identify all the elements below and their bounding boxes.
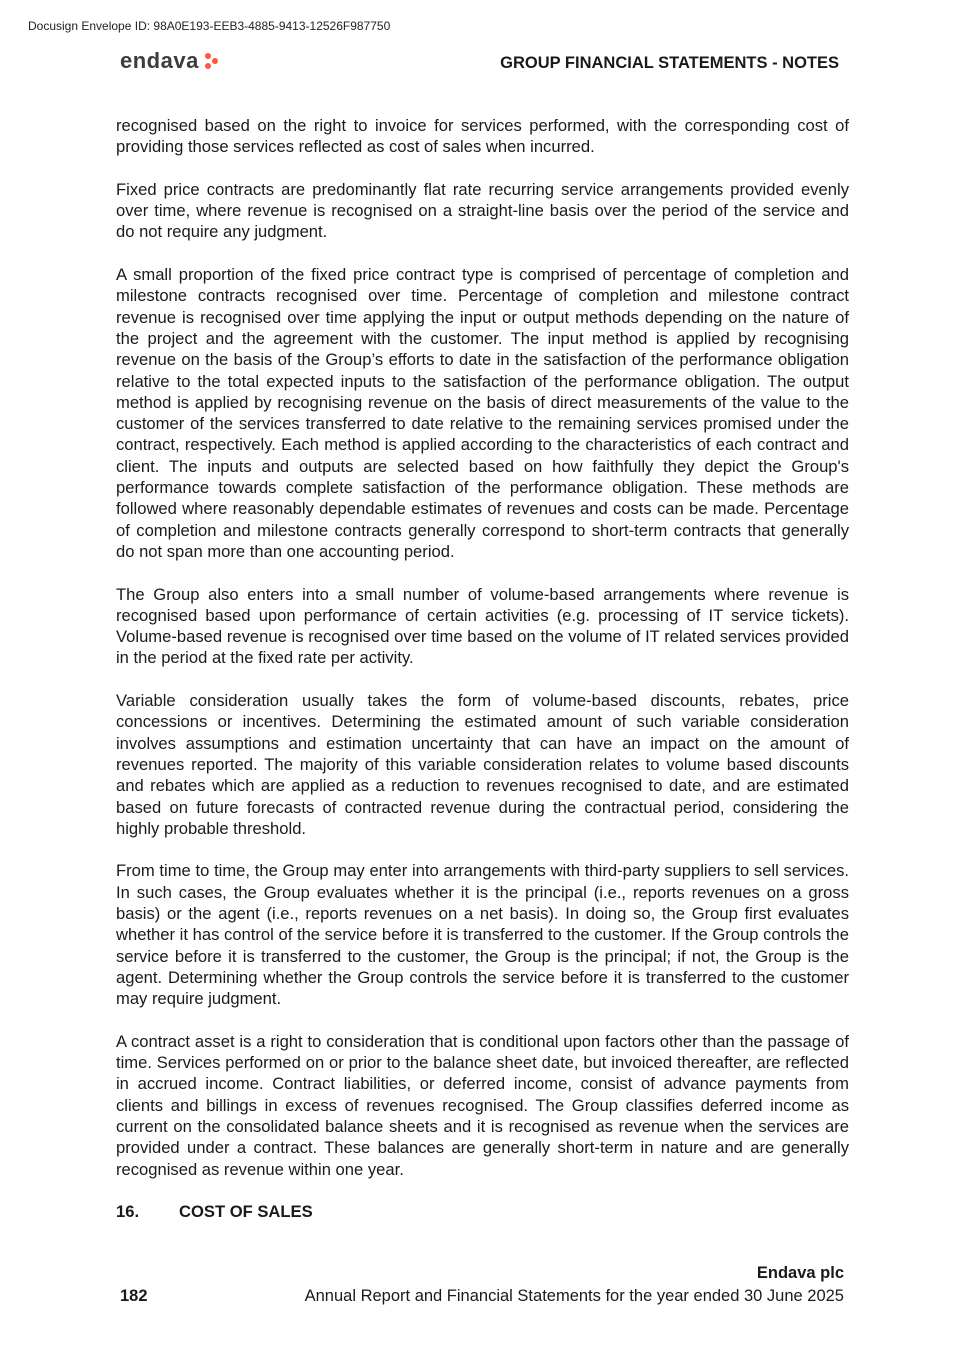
docusign-envelope-id: Docusign Envelope ID: 98A0E193-EEB3-4885-9413-12526F987750 [28, 19, 391, 33]
section-title: COST OF SALES [179, 1202, 313, 1222]
notes-body [116, 115, 849, 1222]
endava-logo-mark-icon [202, 52, 220, 70]
paragraph-principal-agent: From time to time, the Group may enter into arrangements with third-party suppliers to sell services. In such cases, the Group evaluates whether it is the principal (i.e., reports revenues on a gross basis) or the agent (i.e., reports revenues on a net basis). In doing so, the Group first evaluates whether it has control of the service before it is transferred to the customer. If the Group controls the service before it is transferred to the customer, the Group is the principal; if not, the Group is the agent. Determining whether the Group controls the service before it is transferred to the customer may require judgment. [116, 861, 849, 1009]
logo-text: endava [120, 48, 199, 73]
paragraph-revenue-invoice: recognised based on the right to invoice for services performed, with the corresponding cost of providing those services reflected as cost of sales when incurred. [116, 116, 849, 157]
footer-report-title: Annual Report and Financial Statements for the year ended 30 June 2025 [304, 1287, 844, 1305]
page-header-title: GROUP FINANCIAL STATEMENTS - NOTES [500, 54, 839, 72]
section-number: 16. [116, 1202, 140, 1222]
section-heading [116, 1201, 849, 1222]
paragraph-variable-consideration: Variable consideration usually takes the form of volume-based discounts, rebates, price concessions or incentives. Determining the estimated amount of such variable consideration involves assumptions and estimation uncertainty that can have an impact on the amount of revenues reported. The majority of this variable consideration relates to volume based discounts and rebates which are applied as a reduction to revenues recognised to date, and are estimated based on future forecasts of contracted revenue during the contractual period, considering the highly probable threshold. [116, 691, 849, 838]
footer-company-name: Endava plc [756, 1264, 844, 1282]
paragraph-contract-asset: A contract asset is a right to consideration that is conditional upon factors other than the passage of time. Services performed on or prior to the balance sheet date, but invoiced thereafter, are reflected in accrued income. Contract liabilities, or deferred income, consist of advance payments from clients and billings in excess of revenues recognised. The Group classifies deferred income as current on the consolidated balance sheets and it is recognised as revenue when the services are provided under a contract. These balances are generally short-term in nature and are generally recognised as revenue within one year. [116, 1031, 849, 1179]
paragraph-volume-based: The Group also enters into a small number of volume-based arrangements where revenue is recognised based upon performance of certain activities (e.g. processing of IT service tickets). Volume-based revenue is recognised over time based on the volume of IT related services provided in the period at the fixed rate per activity. [116, 584, 849, 668]
paragraph-percentage-completion: A small proportion of the fixed price contract type is comprised of percentage of completion and milestone contracts recognised over time. Percentage of completion and milestone contract revenue is recognised over time applying the input or output methods depending on the nature of the project and the agreement with the customer. The input method is applied by recognising revenue on the basis of the Group’s efforts to date in the satisfaction of the performance obligation relative to the total expected inputs to the satisfaction of the performance obligation. The output method is applied by recognising revenue on the basis of direct measurements of the value to the customer of the services transferred to date relative to the remaining services promised under the contract, respectively. Each method is applied according to the characteristics of each contract and client. The inputs and outputs are selected based on how faithfully they depict the Group's performance towards complete satisfaction of the performance obligation. These methods are followed where reasonably dependable estimates of revenues and costs can be made. Percentage of completion and milestone contracts generally correspond to short-term contracts that generally do not span more than one accounting period. [116, 265, 849, 561]
paragraph-fixed-price: Fixed price contracts are predominantly flat rate recurring service arrangements provided evenly over time, where revenue is recognised on a straight-line basis over the period of the service and do not require any judgment. [116, 179, 849, 242]
page-number: 182 [120, 1287, 148, 1305]
endava-logo [120, 48, 220, 74]
